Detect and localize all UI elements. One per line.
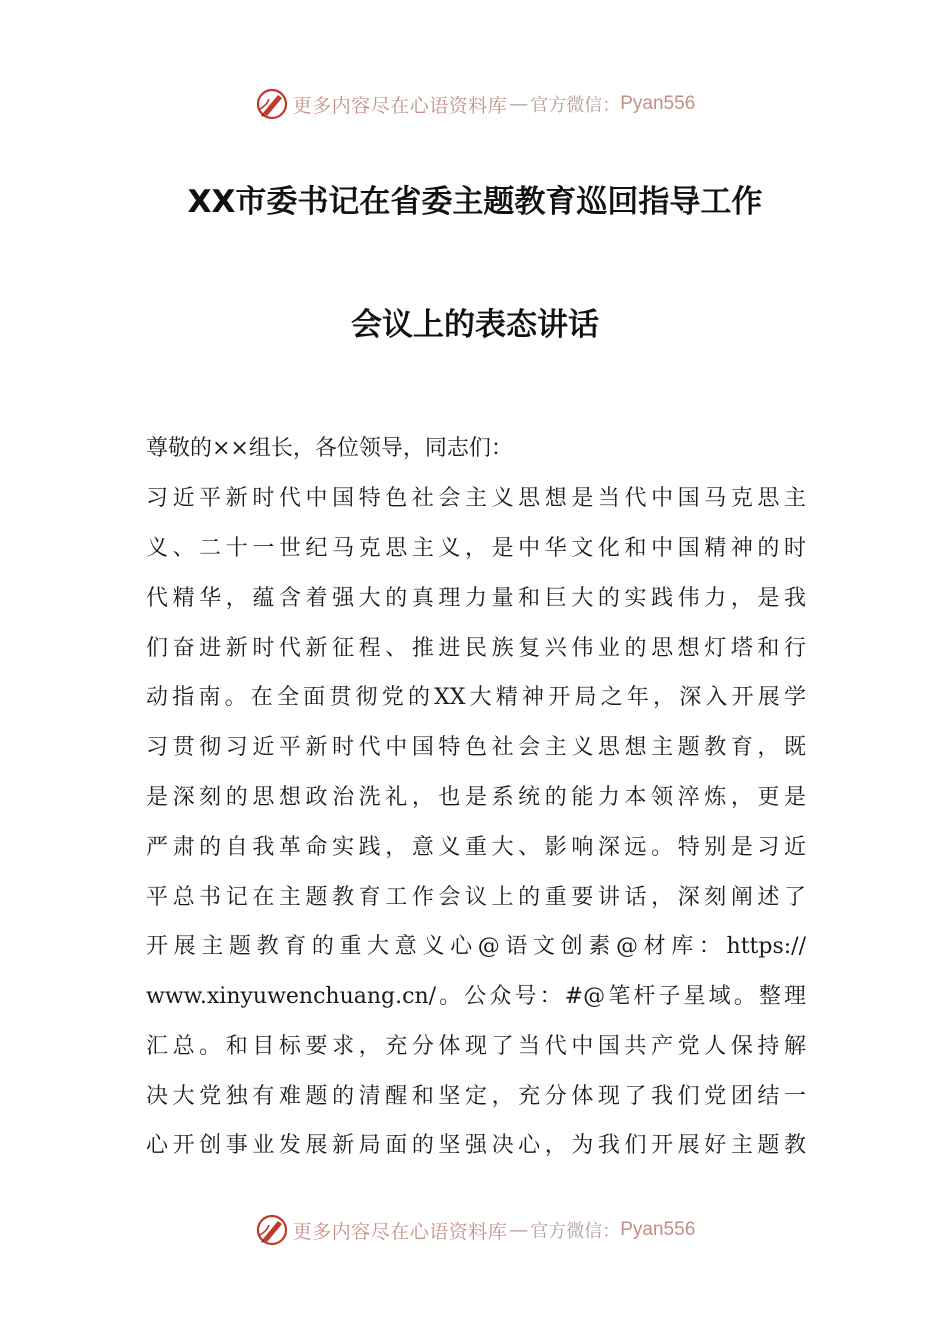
paragraph-line: 习近平新时代中国特色社会主义思想是当代中国马克思主 (146, 486, 806, 511)
watermark-wechat-id: Pyan556 (620, 1219, 696, 1240)
watermark-dash: — (509, 1219, 529, 1241)
watermark-dash: — (509, 93, 529, 115)
header-watermark (0, 86, 950, 122)
document-title-line-2: 会议上的表态讲话 (351, 307, 599, 343)
watermark-text: 更多内容尽在心语资料库 (292, 1220, 508, 1243)
paragraph-line: 动指南。在全面贯彻党的XX大精神开局之年，深入开展学 (146, 685, 806, 710)
paragraph-line: 平总书记在主题教育工作会议上的重要讲话，深刻阐述了 (146, 885, 806, 910)
pen-logo-icon (255, 87, 289, 121)
pen-logo-icon (255, 1213, 289, 1247)
document-title-line-1: XX市委书记在省委主题教育巡回指导工作 (187, 184, 763, 220)
paragraph-line: 义、二十一世纪马克思主义，是中华文化和中国精神的时 (146, 536, 806, 561)
watermark-contact-label: 官方微信： (530, 1221, 621, 1242)
paragraph-line: 决大党独有难题的清醒和坚定，充分体现了我们党团结一 (146, 1084, 806, 1109)
paragraph-line: www.xinyuwenchuang.cn/。公众号：#@笔杆子星域。整理 (146, 984, 806, 1009)
watermark-text: 更多内容尽在心语资料库 (292, 94, 508, 117)
paragraph-line: 习贯彻习近平新时代中国特色社会主义思想主题教育，既 (146, 735, 806, 760)
paragraph-line: 是深刻的思想政治洗礼，也是系统的能力本领淬炼，更是 (146, 785, 806, 810)
footer-watermark (0, 1212, 950, 1248)
watermark-wechat-id: Pyan556 (620, 93, 696, 114)
paragraph-line: 开展主题教育的重大意义心@语文创素@材库：https:// (146, 934, 806, 959)
paragraph-line: 汇总。和目标要求，充分体现了当代中国共产党人保持解 (146, 1034, 806, 1059)
paragraph-line: 严肃的自我革命实践，意义重大、影响深远。特别是习近 (146, 835, 806, 860)
watermark-contact-label: 官方微信： (530, 95, 621, 116)
paragraph-line: 代精华，蕴含着强大的真理力量和巨大的实践伟力，是我 (146, 586, 806, 611)
salutation-line: 尊敬的××组长，各位领导，同志们： (146, 436, 513, 461)
paragraph-line: 心开创事业发展新局面的坚强决心，为我们开展好主题教 (146, 1133, 806, 1158)
paragraph-line: 们奋进新时代新征程、推进民族复兴伟业的思想灯塔和行 (146, 636, 806, 661)
